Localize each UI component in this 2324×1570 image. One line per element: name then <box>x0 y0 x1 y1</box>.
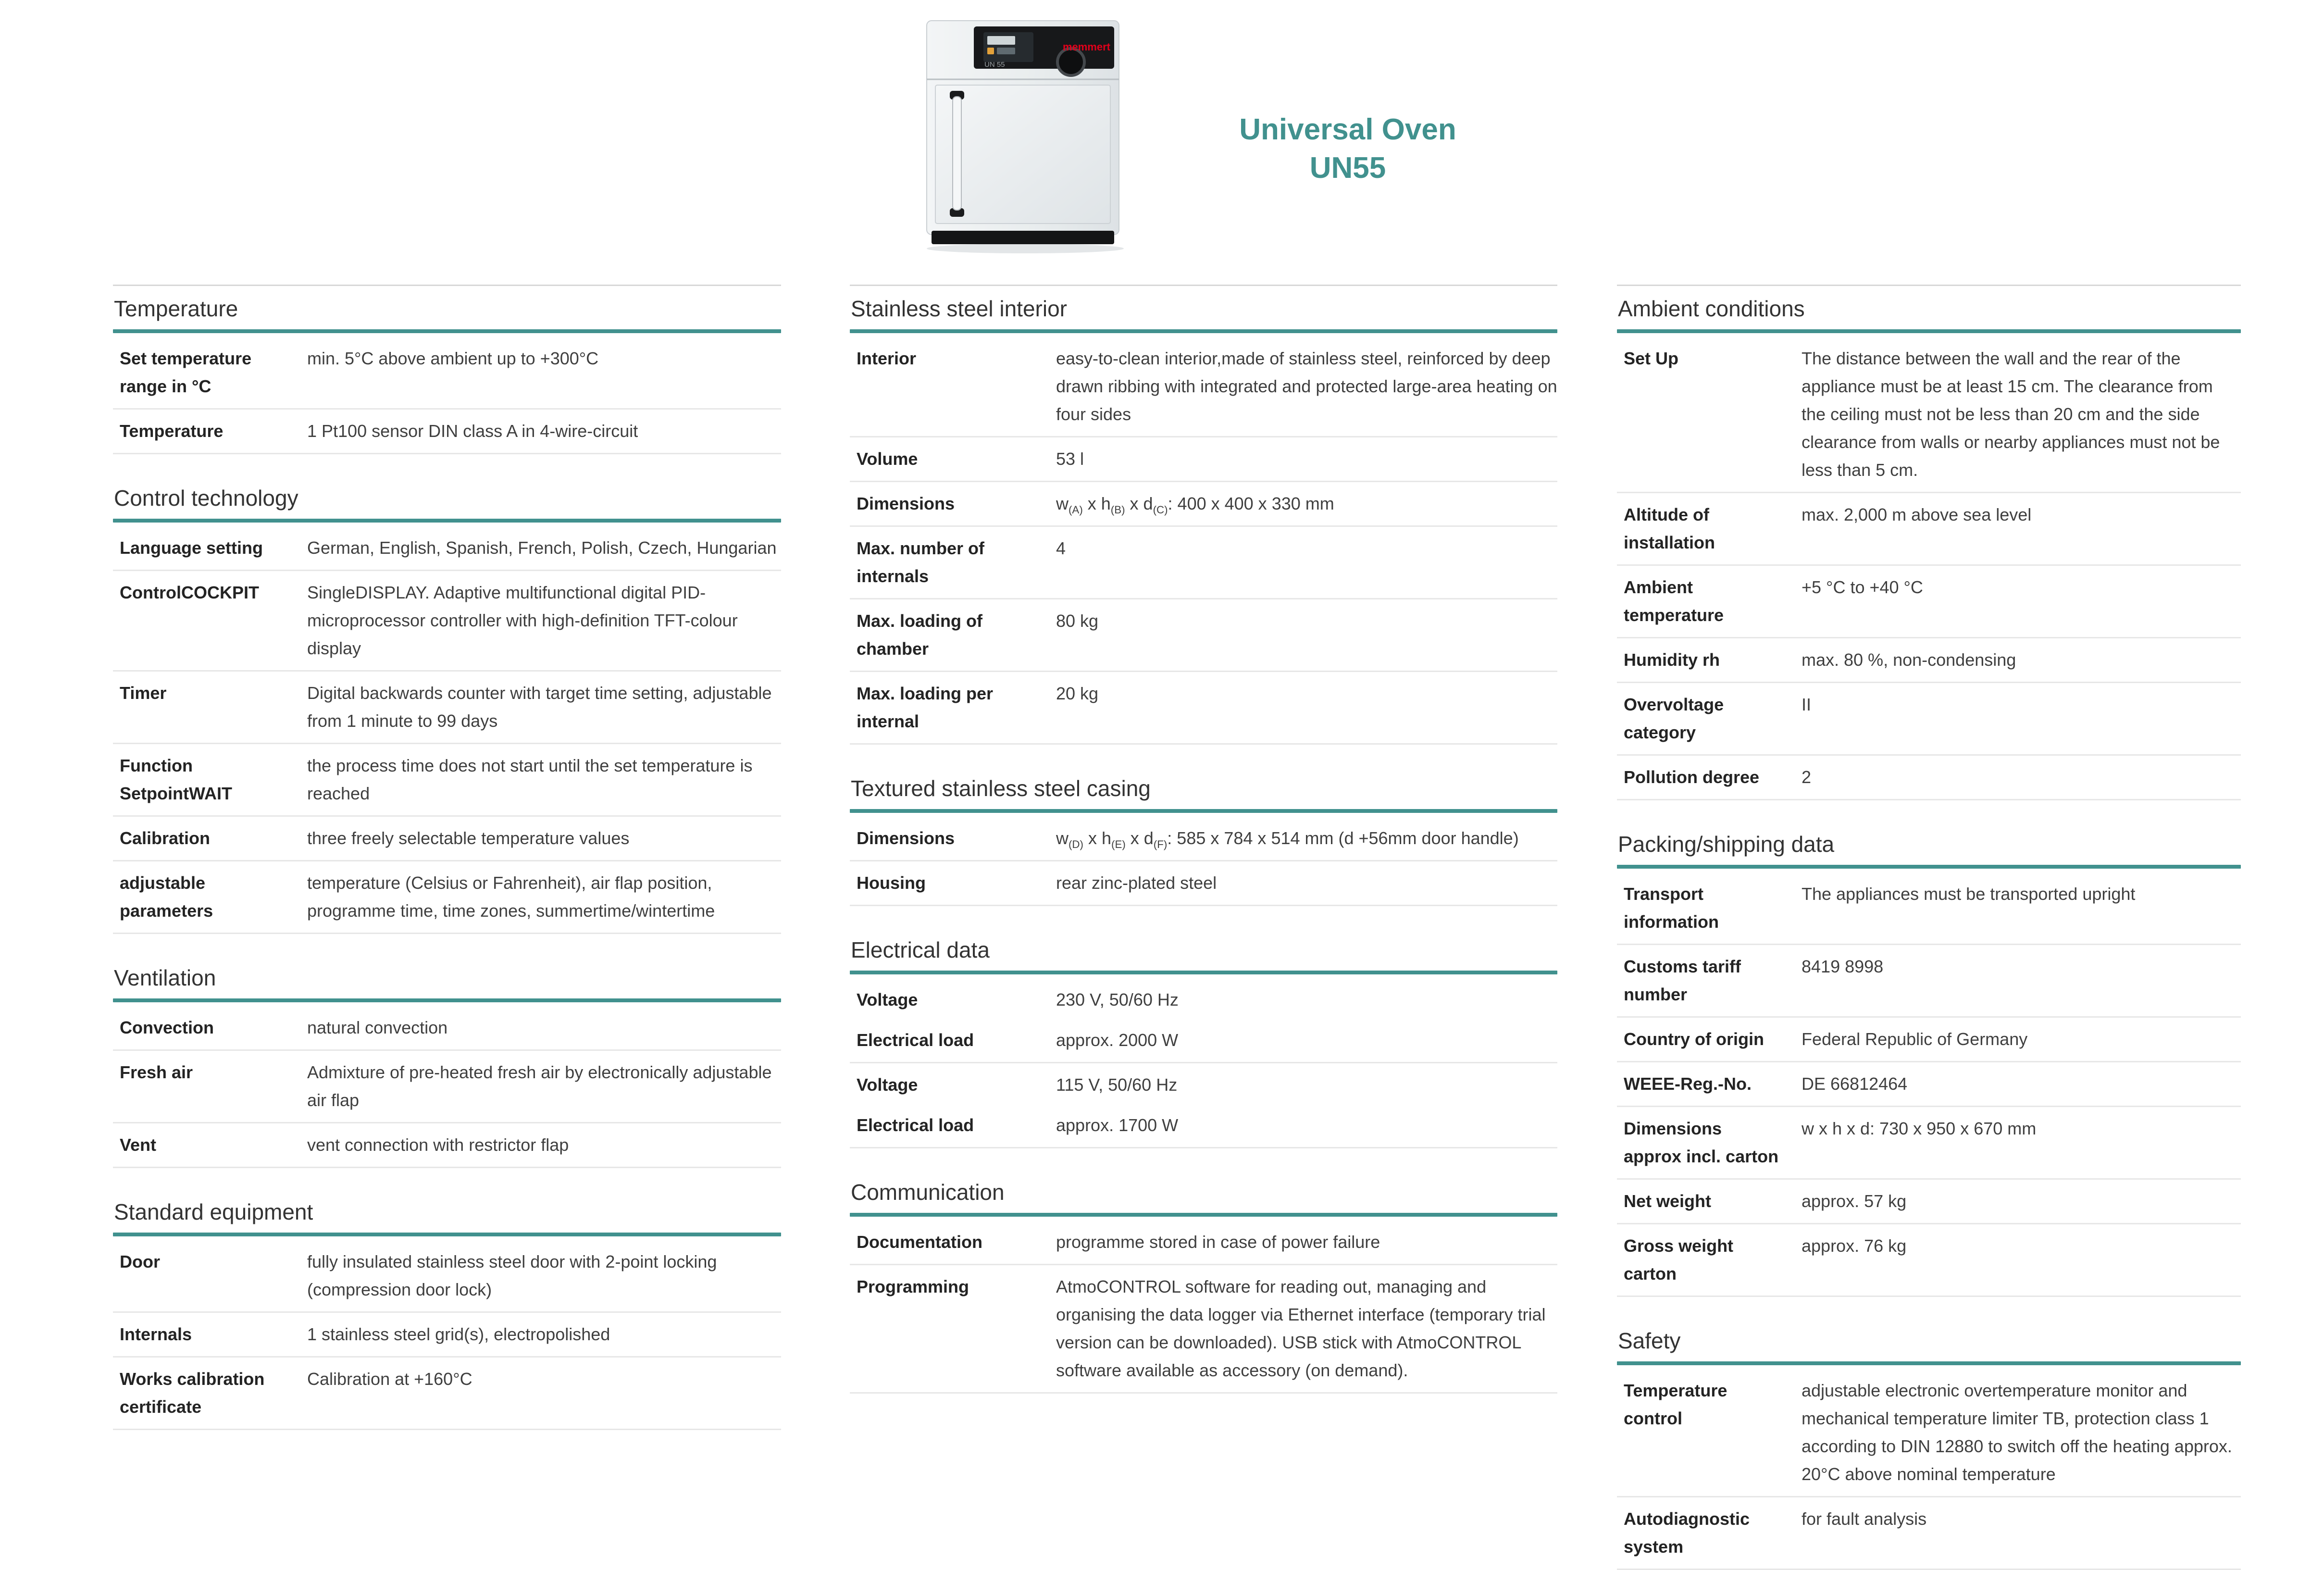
spec-pair <box>1624 646 2241 674</box>
spec-pair <box>1624 1070 2241 1098</box>
spec-value: approx. 76 kg <box>1802 1236 1907 1256</box>
spec-section <box>1617 296 2241 800</box>
section-underline <box>850 1213 1557 1217</box>
section-underline <box>1617 329 2241 333</box>
spec-row <box>113 1313 781 1358</box>
spec-row <box>850 672 1557 745</box>
section-title: Temperature <box>114 296 238 321</box>
spec-value: min. 5°C above ambient up to +300°C <box>307 349 599 368</box>
spec-value: 2 <box>1802 767 1812 787</box>
spec-label: Country of origin <box>1624 1029 1764 1049</box>
spec-pair <box>857 1273 1557 1384</box>
spec-label: Max. loading of chamber <box>857 611 983 659</box>
spec-section <box>850 296 1557 745</box>
product-title-line2: UN55 <box>1309 151 1386 185</box>
spec-value: approx. 57 kg <box>1802 1191 1907 1211</box>
spec-label: Dimensions <box>857 828 955 848</box>
oven-model-label: UN 55 <box>984 61 1005 69</box>
section-title: Stainless steel interior <box>851 296 1067 321</box>
spec-pair <box>857 1111 1557 1139</box>
spec-row <box>1617 493 2241 566</box>
section-title: Packing/shipping data <box>1618 832 1835 857</box>
spec-pair <box>1624 1115 2241 1171</box>
spec-pair <box>120 869 781 925</box>
spec-pair <box>1624 953 2241 1009</box>
spec-section <box>113 965 781 1168</box>
spec-row <box>1617 638 2241 683</box>
spec-value: $w_{(D)}$ x $h_{(E)}$ x $d_{(F)}$: 585 x 784 x 514 mm (d +56mm door handle) <box>1056 828 1519 851</box>
spec-label: Gross weight carton <box>1624 1236 1734 1283</box>
spec-column-right <box>1617 285 2241 1570</box>
spec-value: adjustable electronic overtemperature monitor and mechanical temperature limiter TB, protection class 1 according to DIN 12880 to switch off the heating approx. 20°C above nominal temperature <box>1802 1381 2232 1484</box>
spec-value: 80 kg <box>1056 611 1099 631</box>
spec-label: adjustable parameters <box>120 873 213 921</box>
spec-section <box>1617 1328 2241 1570</box>
product-title-line1: Universal Oven <box>1239 113 1456 146</box>
spec-label: Programming <box>857 1277 969 1296</box>
section-underline <box>113 329 781 333</box>
spec-section <box>850 1179 1557 1394</box>
spec-pair <box>857 869 1557 897</box>
spec-value: 1 Pt100 sensor DIN class A in 4-wire-circuit <box>307 421 638 441</box>
spec-row <box>850 1265 1557 1394</box>
spec-pair <box>857 1071 1557 1099</box>
spec-label: Max. loading per internal <box>857 684 994 731</box>
spec-pair <box>120 345 781 400</box>
spec-row <box>1617 683 2241 756</box>
section-title: Communication <box>851 1180 1005 1205</box>
spec-label: Volume <box>857 449 918 469</box>
spec-column-middle <box>850 285 1557 1394</box>
section-underline <box>850 809 1557 813</box>
spec-row <box>1617 566 2241 638</box>
spec-label: Vent <box>120 1135 157 1155</box>
spec-row <box>850 599 1557 672</box>
section-title: Control technology <box>114 486 298 511</box>
spec-label: Language setting <box>120 538 263 558</box>
spec-row <box>850 437 1557 482</box>
spec-row <box>113 1240 781 1313</box>
oven-display-bar <box>997 48 1015 54</box>
spec-pair <box>120 752 781 808</box>
spec-label: Altitude of installation <box>1624 505 1715 552</box>
section-underline <box>1617 1361 2241 1365</box>
spec-label: Customs tariff number <box>1624 957 1741 1004</box>
spec-value: easy-to-clean interior,made of stainless steel, reinforced by deep drawn ribbing with integrated and protected large-area heating on four sides <box>1056 349 1557 424</box>
spec-value: Admixture of pre-heated fresh air by electronically adjustable air flap <box>307 1062 772 1110</box>
spec-row <box>113 410 781 454</box>
section-title: Safety <box>1618 1328 1681 1353</box>
spec-pair <box>1624 1187 2241 1215</box>
spec-pair <box>120 679 781 735</box>
door-handle <box>953 97 961 210</box>
spec-value: 115 V, 50/60 Hz <box>1056 1075 1178 1095</box>
spec-label: Humidity rh <box>1624 650 1720 670</box>
spec-label: Calibration <box>120 828 211 848</box>
spec-label: Internals <box>120 1324 192 1344</box>
spec-row <box>850 527 1557 599</box>
spec-value: three freely selectable temperature values <box>307 828 630 848</box>
spec-pair <box>1624 1232 2241 1288</box>
spec-row <box>1617 1107 2241 1180</box>
spec-row <box>850 978 1557 1063</box>
spec-pair <box>1624 1505 2241 1561</box>
spec-value: Digital backwards counter with target time setting, adjustable from 1 minute to 99 days <box>307 683 772 731</box>
spec-pair <box>120 1059 781 1114</box>
spec-row <box>1617 756 2241 800</box>
spec-section <box>113 296 781 454</box>
spec-row <box>113 744 781 817</box>
spec-value: temperature (Celsius or Fahrenheit), air flap position, programme time, time zones, summertime/wintertime <box>307 873 715 921</box>
spec-row <box>1617 1497 2241 1570</box>
spec-label: Dimensions approx incl. carton <box>1624 1119 1779 1166</box>
spec-row <box>113 817 781 861</box>
oven-base <box>932 231 1114 244</box>
spec-pair <box>857 490 1557 518</box>
spec-label: Net weight <box>1624 1191 1712 1211</box>
spec-value: DE 66812464 <box>1802 1074 1908 1094</box>
spec-label: Function SetpointWAIT <box>120 756 232 803</box>
spec-value: natural convection <box>307 1018 448 1037</box>
spec-value: vent connection with restrictor flap <box>307 1135 569 1155</box>
spec-value: fully insulated stainless steel door with 2-point locking (compression door lock) <box>307 1252 717 1299</box>
spec-label: Door <box>120 1252 160 1271</box>
section-title: Ventilation <box>114 965 216 990</box>
spec-value: max. 80 %, non-condensing <box>1802 650 2016 670</box>
spec-pair <box>857 535 1557 590</box>
spec-row <box>850 482 1557 527</box>
spec-pair <box>857 1026 1557 1054</box>
spec-pair <box>857 607 1557 663</box>
spec-row <box>850 1063 1557 1148</box>
spec-pair <box>1624 1377 2241 1488</box>
spec-value: approx. 2000 W <box>1056 1030 1179 1050</box>
spec-pair <box>857 986 1557 1014</box>
spec-label: Temperature control <box>1624 1381 1727 1428</box>
spec-row <box>1617 1018 2241 1062</box>
spec-label: Dimensions <box>857 494 955 513</box>
spec-pair <box>857 445 1557 473</box>
spec-label: Temperature <box>120 421 224 441</box>
spec-pair <box>120 579 781 662</box>
spec-pair <box>1624 880 2241 936</box>
spec-value: II <box>1802 695 1812 714</box>
spec-section <box>113 1199 781 1430</box>
spec-pair <box>120 824 781 852</box>
spec-row <box>113 672 781 744</box>
spec-label: Max. number of internals <box>857 538 985 586</box>
spec-pair <box>120 1321 781 1348</box>
spec-pair <box>857 345 1557 428</box>
spec-value: 230 V, 50/60 Hz <box>1056 990 1179 1009</box>
spec-label: WEEE-Reg.-No. <box>1624 1074 1752 1094</box>
spec-value: max. 2,000 m above sea level <box>1802 505 2032 524</box>
spec-row <box>1617 1180 2241 1224</box>
spec-label: Set Up <box>1624 349 1679 368</box>
section-underline <box>850 329 1557 333</box>
spec-section <box>850 775 1557 906</box>
oven-illustration <box>912 12 1138 255</box>
spec-row <box>113 526 781 571</box>
spec-value: approx. 1700 W <box>1056 1115 1179 1135</box>
spec-label: Transport information <box>1624 884 1719 932</box>
oven-display-indicator <box>987 48 994 54</box>
memmert-logo: memmert <box>1062 41 1110 53</box>
spec-row <box>850 817 1557 861</box>
spec-label: Autodiagnostic system <box>1624 1509 1750 1557</box>
section-title: Textured stainless steel casing <box>851 776 1151 801</box>
spec-value: The appliances must be transported upright <box>1802 884 2136 904</box>
section-underline <box>1617 865 2241 869</box>
spec-label: ControlCOCKPIT <box>120 583 259 602</box>
spec-value: 1 stainless steel grid(s), electropolished <box>307 1324 610 1344</box>
spec-row <box>1617 1062 2241 1107</box>
spec-label: Set temperature range in °C <box>120 349 252 396</box>
spec-value: German, English, Spanish, French, Polish, Czech, Hungarian <box>307 538 777 558</box>
spec-value: SingleDISPLAY. Adaptive multifunctional digital PID-microprocessor controller with high-definition TFT-colour display <box>307 583 738 658</box>
section-underline <box>113 998 781 1002</box>
spec-label: Pollution degree <box>1624 767 1760 787</box>
spec-pair <box>120 1014 781 1042</box>
spec-label: Overvoltage category <box>1624 695 1724 742</box>
spec-label: Documentation <box>857 1232 983 1252</box>
spec-value: Federal Republic of Germany <box>1802 1029 2028 1049</box>
spec-row <box>1617 1369 2241 1497</box>
spec-value: $w_{(A)}$ x $h_{(B)}$ x $d_{(C)}$: 400 x 400 x 330 mm <box>1056 494 1334 516</box>
spec-section <box>850 937 1557 1148</box>
spec-label: Housing <box>857 873 926 893</box>
spec-row <box>1617 1224 2241 1297</box>
section-underline <box>113 519 781 523</box>
spec-value: 20 kg <box>1056 684 1099 703</box>
oven-product-photo <box>912 12 1138 255</box>
section-title: Ambient conditions <box>1618 296 1805 321</box>
spec-value: programme stored in case of power failure <box>1056 1232 1380 1252</box>
spec-row <box>850 337 1557 437</box>
spec-value: +5 °C to +40 °C <box>1802 577 1923 597</box>
spec-column-left <box>113 285 781 1430</box>
spec-value: 4 <box>1056 538 1066 558</box>
spec-pair <box>857 1228 1557 1256</box>
spec-label: Fresh air <box>120 1062 193 1082</box>
spec-label: Works calibration certificate <box>120 1369 265 1417</box>
spec-row <box>113 861 781 934</box>
spec-value: AtmoCONTROL software for reading out, managing and organising the data logger via Ethernet interface (temporary trial version can be downloaded). USB stick with AtmoCONTROL software available as accessory (on demand). <box>1056 1277 1546 1380</box>
spec-pair <box>1624 501 2241 557</box>
spec-pair <box>120 534 781 562</box>
spec-row <box>113 1358 781 1430</box>
spec-value: Calibration at +160°C <box>307 1369 472 1389</box>
spec-pair <box>120 1248 781 1304</box>
section-underline <box>113 1233 781 1236</box>
spec-value: the process time does not start until the set temperature is reached <box>307 756 753 803</box>
spec-value: 8419 8998 <box>1802 957 1884 976</box>
spec-pair <box>120 417 781 445</box>
spec-value: for fault analysis <box>1802 1509 1927 1529</box>
spec-value: rear zinc-plated steel <box>1056 873 1217 893</box>
oven-shadow <box>927 244 1124 253</box>
spec-row <box>1617 872 2241 945</box>
spec-row <box>850 1221 1557 1265</box>
spec-label: Electrical load <box>857 1115 974 1135</box>
spec-row <box>1617 945 2241 1018</box>
spec-label: Voltage <box>857 990 918 1009</box>
spec-value: w x h x d: 730 x 950 x 670 mm <box>1802 1119 2037 1138</box>
spec-pair <box>1624 345 2241 484</box>
spec-section <box>113 485 781 934</box>
spec-pair <box>1624 691 2241 747</box>
spec-pair <box>857 680 1557 735</box>
spec-label: Electrical load <box>857 1030 974 1050</box>
spec-value: The distance between the wall and the rear of the appliance must be at least 15 cm. The clearance from the ceiling must not be less than 20 cm and the side clearance from walls or nearby appliances must not be less than 5 cm. <box>1802 349 2220 480</box>
spec-pair <box>1624 573 2241 629</box>
spec-value: 53 l <box>1056 449 1084 469</box>
section-underline <box>850 971 1557 974</box>
section-title: Standard equipment <box>114 1199 313 1224</box>
oven-display-readout <box>987 36 1015 45</box>
spec-pair <box>1624 763 2241 791</box>
spec-row <box>1617 337 2241 493</box>
spec-row <box>850 861 1557 906</box>
product-title <box>1138 111 1557 187</box>
spec-pair <box>1624 1025 2241 1053</box>
spec-pair <box>120 1365 781 1421</box>
spec-row <box>113 1051 781 1123</box>
spec-section <box>1617 831 2241 1297</box>
section-title: Electrical data <box>851 937 990 962</box>
spec-label: Ambient temperature <box>1624 577 1724 625</box>
product-header <box>850 12 1557 255</box>
spec-row <box>113 337 781 410</box>
spec-pair <box>120 1131 781 1159</box>
spec-pair <box>857 824 1557 852</box>
spec-label: Convection <box>120 1018 214 1037</box>
spec-label: Timer <box>120 683 167 703</box>
spec-label: Voltage <box>857 1075 918 1095</box>
spec-row <box>113 571 781 672</box>
spec-row <box>113 1006 781 1051</box>
spec-label: Interior <box>857 349 917 368</box>
spec-row <box>113 1123 781 1168</box>
